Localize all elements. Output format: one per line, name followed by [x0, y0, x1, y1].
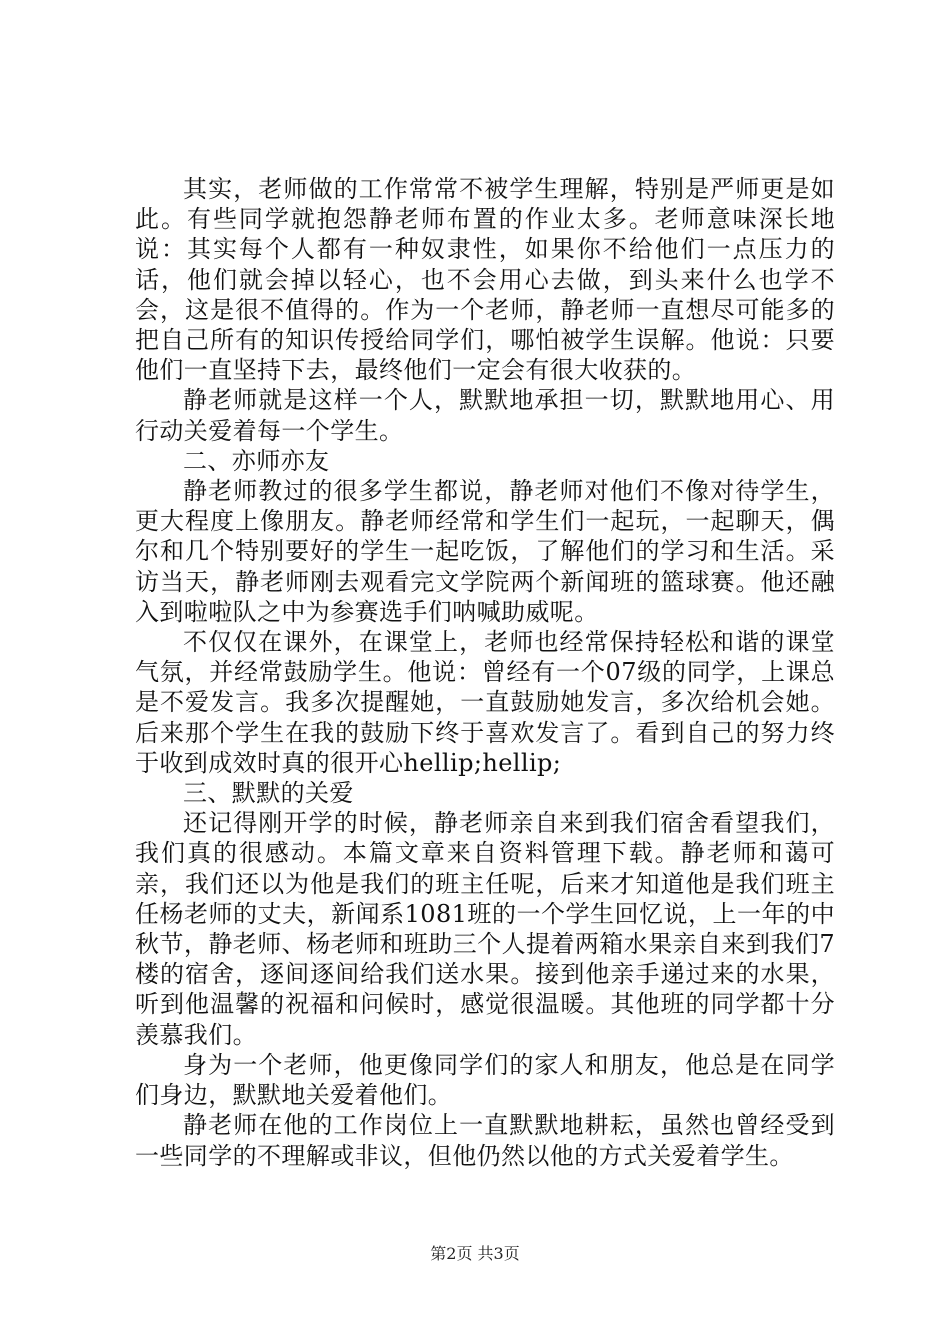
paragraph-conclusion: 静老师在他的工作岗位上一直默默地耕耘，虽然也曾经受到一些同学的不理解或非议，但他仍然以他的方式关爱着学生。 [135, 1111, 835, 1170]
paragraph-like-friends: 静老师教过的很多学生都说，静老师对他们不像对待学生，更大程度上像朋友。静老师经常和学生们一起玩，一起聊天，偶尔和几个特别要好的学生一起吃饭，了解他们的学习和生活。采访当天，静老师刚去观看完文学院两个新闻班的篮球赛。他还融入到啦啦队之中为参赛选手们呐喊助威呢。 [135, 477, 835, 626]
paragraph-silent-care: 静老师就是这样一个人，默默地承担一切，默默地用心、用行动关爱着每一个学生。 [135, 386, 835, 445]
section-heading-silent-love: 三、默默的关爱 [183, 779, 354, 808]
page-footer: 第2页 共3页 [430, 1244, 520, 1263]
paragraph-dorm-visit: 还记得刚开学的时候，静老师亲自来到我们宿舍看望我们，我们真的很感动。本篇文章来自资料管理下载。静老师和蔼可亲，我们还以为他是我们的班主任呢，后来才知道他是我们班主任杨老师的丈夫，新闻系1081班的一个学生回忆说，上一年的中秋节，静老师、杨老师和班助三个人提着两箱水果亲自来到我们7楼的宿舍，逐间逐间给我们送水果。接到他亲手递过来的水果，听到他温馨的祝福和问候时，感觉很温暖。其他班的同学都十分羡慕我们。 [135, 809, 835, 1049]
section-heading-teacher-friend: 二、亦师亦友 [183, 446, 330, 475]
document-body [135, 174, 835, 1171]
paragraph-classroom: 不仅仅在课外，在课堂上，老师也经常保持轻松和谐的课堂气氛，并经常鼓励学生。他说：曾经有一个07级的同学，上课总是不爱发言。我多次提醒她，一直鼓励她发言，多次给机会她。后来那个学生在我的鼓励下终于喜欢发言了。看到自己的努力终于收到成效时真的很开心hellip;hellip; [135, 628, 835, 777]
paragraph-strict-teacher: 其实，老师做的工作常常不被学生理解，特别是严师更是如此。有些同学就抱怨静老师布置的作业太多。老师意味深长地说：其实每个人都有一种奴隶性，如果你不给他们一点压力的话，他们就会掉以轻心，也不会用心去做，到头来什么也学不会，这是很不值得的。作为一个老师，静老师一直想尽可能多的把自己所有的知识传授给同学们，哪怕被学生误解。他说：只要他们一直坚持下去，最终他们一定会有很大收获的。 [135, 175, 835, 385]
paragraph-family: 身为一个老师，他更像同学们的家人和朋友，他总是在同学们身边，默默地关爱着他们。 [135, 1050, 835, 1110]
